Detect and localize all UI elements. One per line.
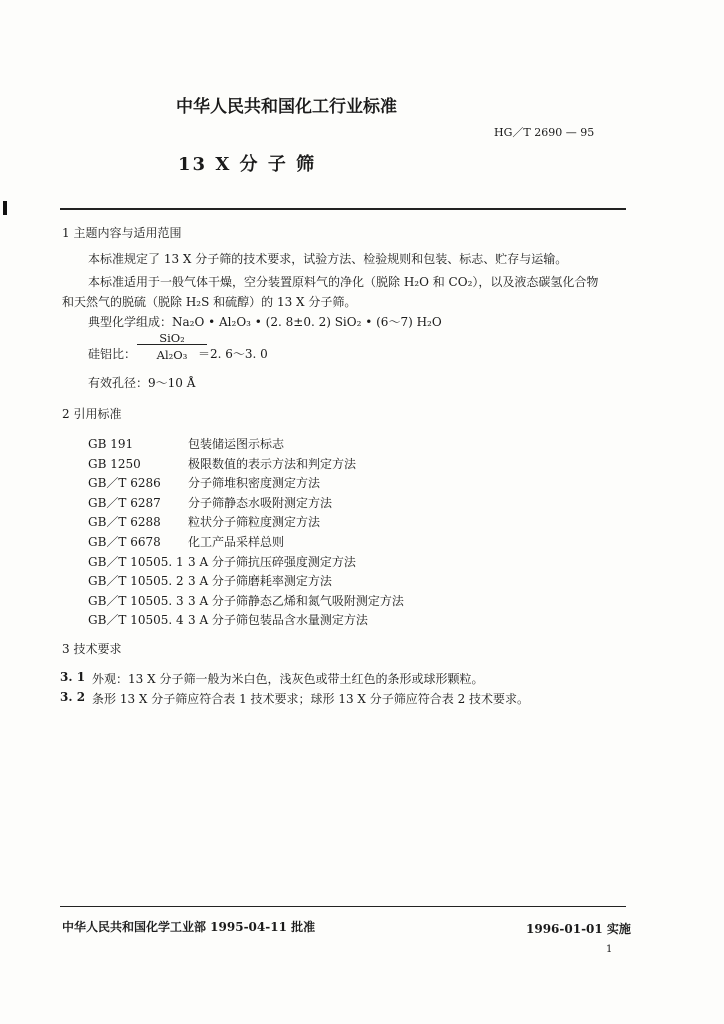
section-3-heading: 3 技术要求 — [62, 642, 122, 656]
reference-code: GB／T 10505. 4 — [88, 613, 184, 628]
reference-title: 3 A 分子筛磨耗率测定方法 — [188, 574, 332, 589]
silica-alumina-fraction — [137, 331, 207, 365]
clause-3-1-number: 3. 1 — [60, 670, 86, 684]
reference-title: 分子筛静态水吸附测定方法 — [188, 495, 333, 510]
reference-item — [88, 592, 404, 609]
reference-title: 分子筛堆积密度测定方法 — [188, 476, 321, 491]
reference-item — [88, 494, 332, 511]
fraction-numerator: SiO₂ — [159, 331, 185, 345]
section-2-heading: 2 引用标准 — [62, 407, 122, 421]
implementation-date: 1996-01-01 实施 — [526, 922, 631, 936]
reference-code: GB／T 6287 — [88, 495, 161, 510]
scan-margin-mark — [3, 201, 7, 215]
reference-title: 极限数值的表示方法和判定方法 — [188, 456, 357, 471]
reference-item — [88, 474, 320, 491]
reference-code: GB 191 — [88, 437, 134, 451]
fraction-denominator: Al₂O₃ — [156, 348, 188, 362]
ratio-label: 硅铝比： — [88, 347, 137, 361]
reference-item — [88, 435, 284, 452]
reference-code: GB／T 6288 — [88, 515, 161, 530]
reference-code: GB／T 6678 — [88, 535, 161, 549]
reference-item — [88, 513, 320, 530]
effective-pore-size: 有效孔径：9～10 Å — [88, 376, 196, 390]
document-title: 13 X 分 子 筛 — [178, 154, 317, 175]
section-1-heading: 1 主题内容与适用范围 — [62, 226, 182, 240]
clause-3-2-text: 条形 13 X 分子筛应符合表 1 技术要求；球形 13 X 分子筛应符合表 2 技术要求。 — [92, 692, 530, 706]
reference-item — [88, 572, 332, 589]
reference-title: 3 A 分子筛抗压碎强度测定方法 — [188, 554, 356, 569]
fraction-bar — [137, 344, 207, 345]
clause-3-1-text: 外观：13 X 分子筛一般为米白色，浅灰色或带土红色的条形或球形颗粒。 — [92, 672, 484, 686]
reference-title: 粒状分子筛粒度测定方法 — [188, 515, 321, 530]
footer-rule — [60, 906, 626, 907]
reference-code: GB／T 10505. 1 — [88, 554, 184, 569]
reference-title: 化工产品采样总则 — [188, 535, 285, 549]
approval-notice: 中华人民共和国化学工业部 1995-04-11 批准 — [62, 920, 316, 934]
section-1-paragraph-1: 本标准规定了 13 X 分子筛的技术要求，试验方法、检验规则和包装、标志、贮存与运输。 — [88, 252, 568, 266]
reference-code: GB／T 6286 — [88, 476, 161, 491]
header-rule — [60, 208, 626, 210]
reference-item — [88, 455, 356, 472]
reference-code: GB 1250 — [88, 456, 141, 471]
reference-title: 3 A 分子筛包装品含水量测定方法 — [188, 613, 368, 628]
page-number: 1 — [606, 944, 613, 955]
reference-item — [88, 533, 284, 550]
reference-code: GB／T 10505. 3 — [88, 593, 184, 608]
reference-item — [88, 611, 368, 628]
standard-number: HG／T 2690 — 95 — [494, 126, 595, 139]
reference-title: 3 A 分子筛静态乙烯和氮气吸附测定方法 — [188, 593, 404, 608]
reference-title: 包装储运图示标志 — [188, 437, 285, 451]
clause-3-2-number: 3. 2 — [60, 690, 86, 704]
chemical-composition: 典型化学组成：Na₂O • Al₂O₃ • (2. 8±0. 2) SiO₂ • (6～7) H₂O — [88, 315, 442, 329]
ratio-value: ＝2. 6～3. 0 — [198, 347, 268, 361]
reference-code: GB／T 10505. 2 — [88, 574, 184, 589]
section-1-paragraph-2-line-1: 本标准适用于一般气体干燥，空分装置原料气的净化（脱除 H₂O 和 CO₂），以及液态碳氢化合物 — [88, 275, 599, 289]
issuer-heading: 中华人民共和国化工行业标准 — [176, 97, 397, 117]
section-1-paragraph-2-line-2: 和天然气的脱硫（脱除 H₂S 和硫醇）的 13 X 分子筛。 — [62, 295, 357, 309]
reference-item — [88, 553, 356, 570]
